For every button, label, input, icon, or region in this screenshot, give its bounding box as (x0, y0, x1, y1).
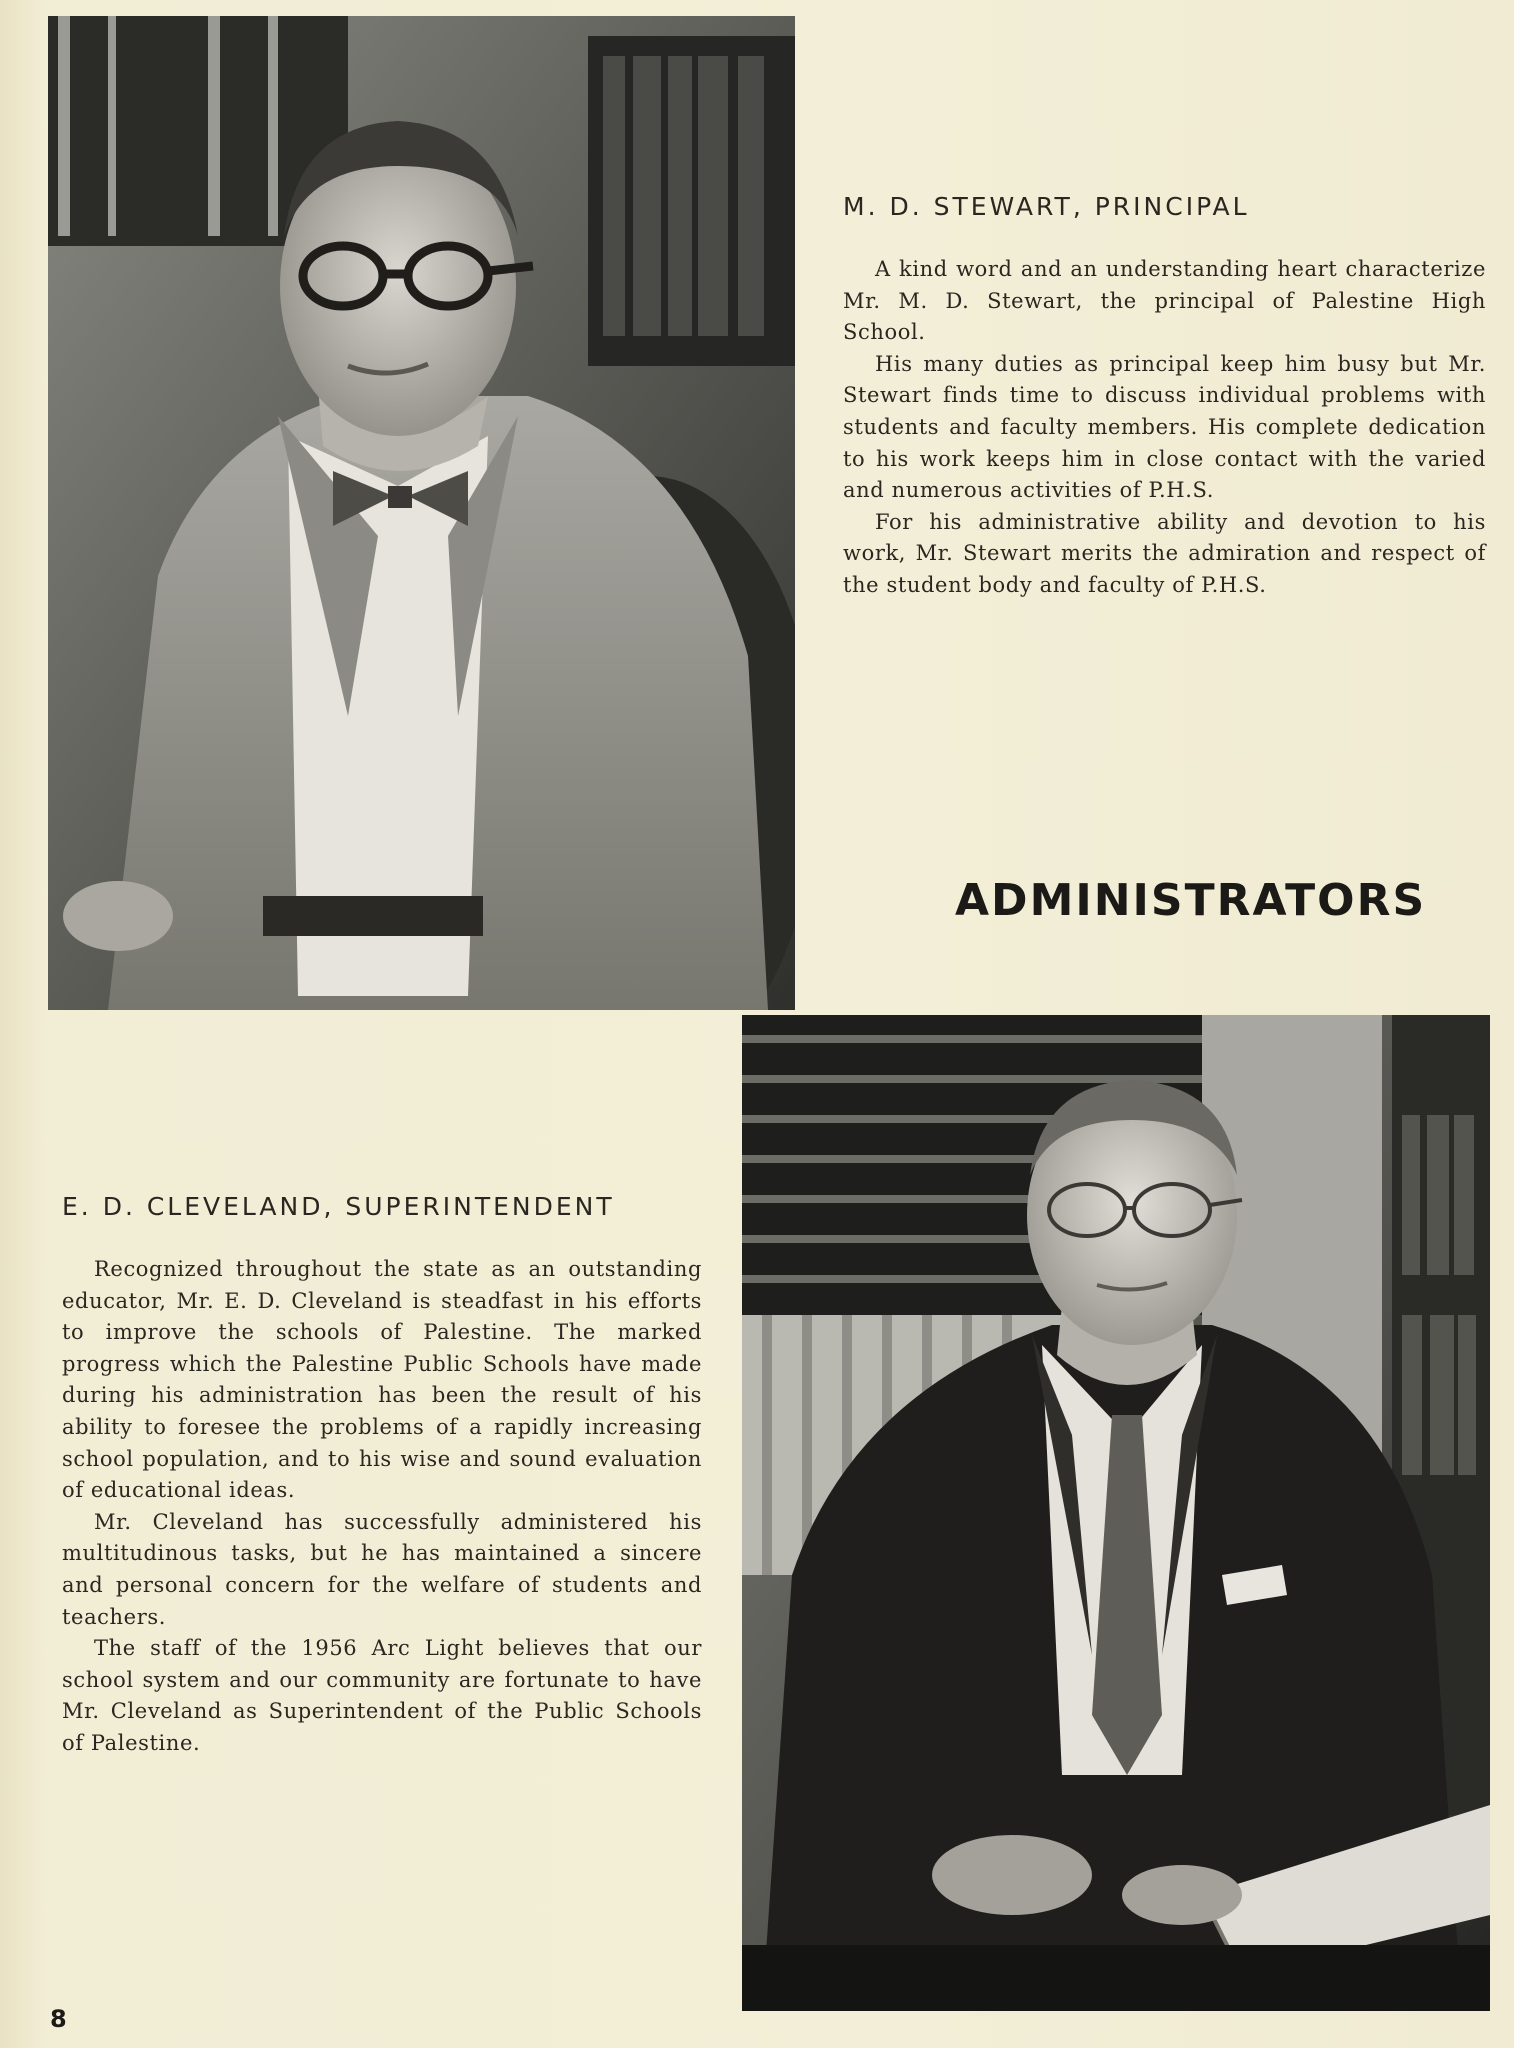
stewart-paragraph: For his administrative ability and devotion to his work, Mr. Stewart merits the admiration and respect of the student body and faculty of P.H.S. (843, 509, 1486, 597)
stewart-heading: M. D. STEWART, PRINCIPAL (843, 192, 1250, 221)
cleveland-heading: E. D. CLEVELAND, SUPERINTENDENT (62, 1192, 615, 1221)
cleveland-body (62, 1254, 702, 1760)
cleveland-paragraph: Mr. Cleveland has successfully administered his multitudinous tasks, but he has maintained a sincere and personal concern for the welfare of students and teachers. (62, 1509, 702, 1629)
portrait-stewart-image (48, 16, 795, 1010)
stewart-body (843, 254, 1486, 602)
photo-cleveland (742, 1015, 1490, 2011)
section-title: ADMINISTRATORS (955, 875, 1427, 926)
photo-stewart (48, 16, 795, 1010)
stewart-paragraph: His many duties as principal keep him busy but Mr. Stewart finds time to discuss individual problems with students and faculty members. His complete dedication to his work keeps him in close contact with the varied and numerous activities of P.H.S. (843, 351, 1486, 503)
cleveland-paragraph: Recognized throughout the state as an outstanding educator, Mr. E. D. Cleveland is steadfast in his efforts to improve the schools of Palestine. The marked progress which the Palestine Public Schools have made during his administration has been the result of his ability to foresee the problems of a rapidly increasing school population, and to his wise and sound evaluation of educational ideas. (62, 1257, 702, 1503)
stewart-paragraph: A kind word and an understanding heart characterize Mr. M. D. Stewart, the principal of Palestine High School. (843, 257, 1486, 345)
page-number: 8 (50, 2005, 67, 2033)
portrait-cleveland-image (742, 1015, 1490, 2011)
cleveland-paragraph: The staff of the 1956 Arc Light believes that our school system and our community are fortunate to have Mr. Cleveland as Superintendent of the Public Schools of Palestine. (62, 1636, 702, 1755)
